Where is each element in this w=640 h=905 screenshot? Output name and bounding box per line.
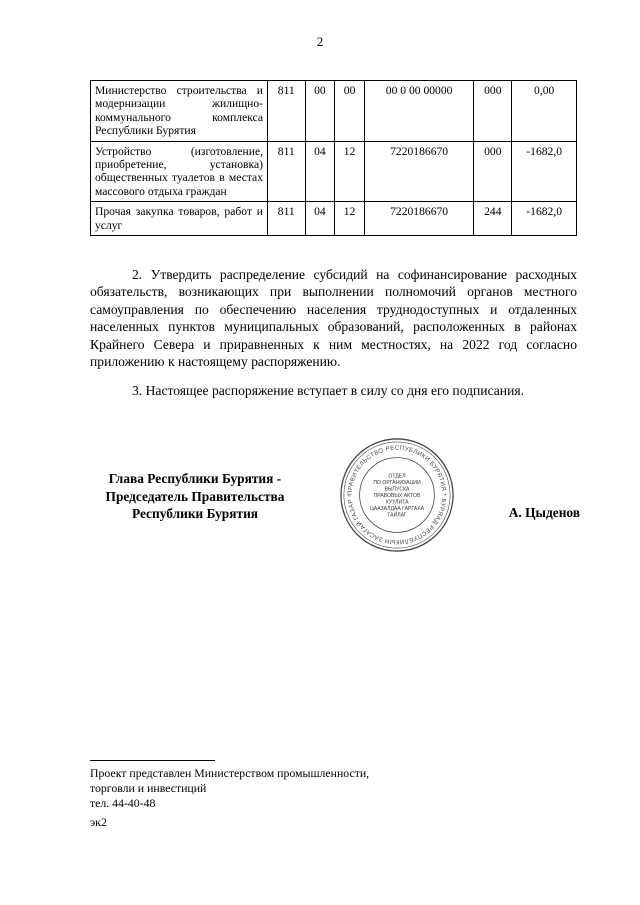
footnote-line: Проект представлен Министерством промышленности, <box>90 766 370 780</box>
table-cell-value: 00 <box>305 81 335 142</box>
table-cell-value: 244 <box>474 202 512 236</box>
seal-center-line: ПО ОРГАНИЗАЦИИ <box>373 479 421 486</box>
table-row <box>91 202 577 236</box>
seal-ring-text: ПРАВИТЕЛЬСТВО РЕСПУБЛИКИ БУРЯТИЯ * БУРЯАД РЕСПУБЛИКЫН ЗАСАГАЙ ГАЗАР * <box>346 444 448 546</box>
table-cell-value: -1682,0 <box>512 202 577 236</box>
page-number: 2 <box>316 34 324 49</box>
signature-title-line: Республики Бурятия <box>131 506 259 522</box>
table-row <box>91 81 577 142</box>
table-cell-value: 7220186670 <box>364 202 473 236</box>
table-cell-value: -1682,0 <box>512 141 577 202</box>
seal-center-line: ХУУЛИТА <box>385 499 409 506</box>
official-seal <box>338 436 456 554</box>
signature-title <box>90 470 300 523</box>
table-cell-value: 000 <box>474 141 512 202</box>
table-cell-value: 12 <box>335 202 365 236</box>
seal-center-line: ОТДЕЛ <box>388 473 406 480</box>
table-cell-value: 811 <box>268 202 306 236</box>
seal-center-line: ТАЙЛАГ <box>387 512 407 519</box>
table-cell-value: 00 <box>335 81 365 142</box>
footnote-line: торговли и инвестиций <box>90 781 207 795</box>
table-cell-value: 04 <box>305 141 335 202</box>
footnote <box>90 766 369 811</box>
table-cell-value: 00 0 00 00000 <box>364 81 473 142</box>
table-cell-value: 811 <box>268 141 306 202</box>
table-cell-value: 12 <box>335 141 365 202</box>
table-cell-name: Министерство строительства и модернизации жилищно-коммунального комплекса Республики Бурятия <box>91 81 268 142</box>
document-code: эк2 <box>90 815 107 829</box>
budget-table <box>90 80 577 236</box>
table-cell-value: 811 <box>268 81 306 142</box>
table-cell-value: 7220186670 <box>364 141 473 202</box>
paragraph-3: 3. Настоящее распоряжение вступает в силу со дня его подписания. <box>132 383 525 398</box>
footnote-line: тел. 44-40-48 <box>90 796 156 810</box>
table-row <box>91 141 577 202</box>
table-cell-name: Устройство (изготовление, приобретение, установка) общественных туалетов в местах массового отдыха граждан <box>91 141 268 202</box>
seal-center-line: ЦААЗАЛДАА ГАРГАХА <box>369 505 425 512</box>
footnote-divider <box>90 760 215 761</box>
signature-title-line: Председатель Правительства <box>105 488 285 504</box>
signer-name: А. Цыденов <box>508 505 580 520</box>
signature-title-line: Глава Республики Бурятия - <box>108 471 282 486</box>
paragraph-2: 2. Утвердить распределение субсидий на софинансирование расходных обязательств, возникающих при выполнении полномочий органов местного самоуправления по обеспечению населения труднодоступных и отдаленных населенных пунктов муниципальных образований, расположенных в районах Крайнего Севера и приравненных к ним местностях, на 2022 год согласно приложению к настоящему распоряжению. <box>90 267 577 370</box>
table-cell-value: 0,00 <box>512 81 577 142</box>
seal-center-line: ВЫПУСКА <box>384 486 410 493</box>
table-cell-value: 000 <box>474 81 512 142</box>
seal-center-line: ПРАВОВЫХ АКТОВ <box>373 492 421 499</box>
table-cell-value: 04 <box>305 202 335 236</box>
table-cell-name: Прочая закупка товаров, работ и услуг <box>91 202 268 236</box>
